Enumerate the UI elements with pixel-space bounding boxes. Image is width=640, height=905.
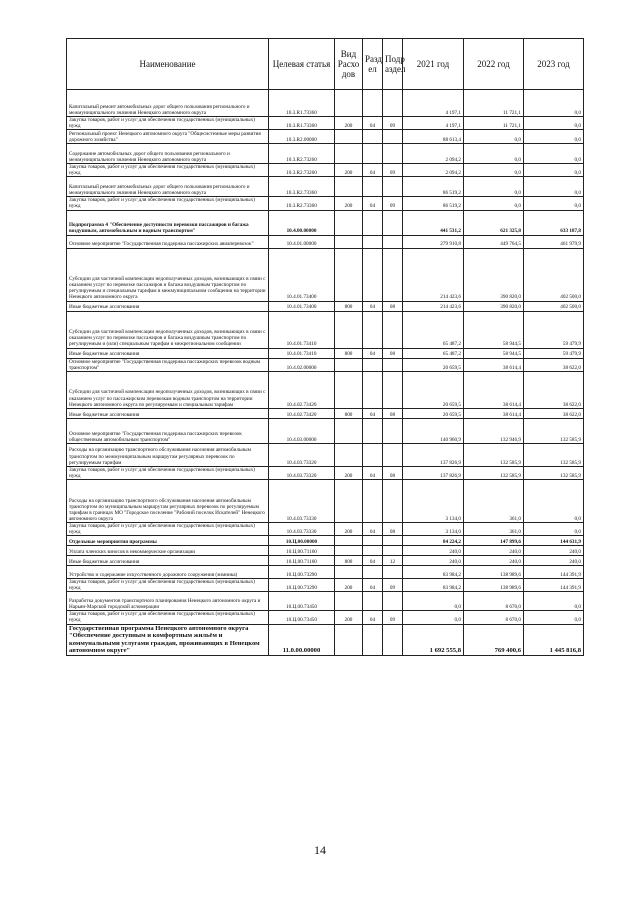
row-section	[363, 144, 383, 164]
row-expense-type	[335, 624, 363, 655]
row-amount-2021: 3 134,0	[403, 522, 464, 535]
row-section	[363, 311, 383, 348]
row-name: Иные бюджетные ассигнования	[67, 348, 269, 358]
row-amount-2023: 402 500,0	[524, 301, 584, 311]
row-amount-2022: 0,0	[464, 130, 524, 144]
row-amount-2021: 86 519,2	[403, 177, 464, 197]
row-amount-2022: 0,0	[464, 177, 524, 197]
row-subsection: 12	[383, 556, 403, 566]
table-row	[67, 466, 584, 479]
row-amount-2023: 132 585,9	[524, 418, 584, 443]
row-amount-2022: 449 764,5	[464, 235, 524, 248]
row-amount-2023: 0,0	[524, 90, 584, 117]
table-row	[67, 117, 584, 130]
row-target-article: 10.Ц.00.73290	[269, 566, 335, 579]
row-name: Иные бюджетные ассигнования	[67, 408, 269, 418]
row-target-article: 10.4.03.00000	[269, 418, 335, 443]
row-amount-2022: 240,0	[464, 556, 524, 566]
row-subsection	[383, 624, 403, 655]
row-amount-2022: 11 721,1	[464, 117, 524, 130]
row-expense-type	[335, 546, 363, 556]
row-amount-2023: 461 979,9	[524, 235, 584, 248]
row-subsection: 08	[383, 466, 403, 479]
row-target-article: 10.4.00.00000	[269, 210, 335, 235]
row-subsection: 08	[383, 408, 403, 418]
row-subsection: 09	[383, 117, 403, 130]
row-amount-2021: 65 487,2	[403, 311, 464, 348]
row-amount-2023: 0,0	[524, 522, 584, 535]
table-row	[67, 248, 584, 301]
table-row	[67, 536, 584, 546]
row-expense-type	[335, 248, 363, 301]
row-target-article: 10.Ц.00.00000	[269, 536, 335, 546]
row-expense-type	[335, 311, 363, 348]
row-amount-2023: 240,0	[524, 546, 584, 556]
row-name: Субсидии для частичной компенсации недополученных доходов, возникающих в связи с оказанием услуг по пассажирским перевозкам водным транспортом на территории Ненецкого автономного округа по регулируемым и специальным тарифам	[67, 371, 269, 408]
row-target-article: 10.4.01.73410	[269, 348, 335, 358]
row-target-article: 10.3.R2.73260	[269, 164, 335, 177]
row-subsection	[383, 479, 403, 522]
page-number: 14	[314, 843, 326, 857]
row-section	[363, 130, 383, 144]
row-amount-2021: 83 984,2	[403, 579, 464, 592]
header-name: Наименование	[67, 39, 269, 90]
row-subsection	[383, 358, 403, 371]
row-target-article: 11.0.00.00000	[269, 624, 335, 655]
row-section: 04	[363, 348, 383, 358]
row-amount-2022: 58 944,5	[464, 311, 524, 348]
row-amount-2021: 0,0	[403, 611, 464, 624]
table-row	[67, 177, 584, 197]
row-section: 04	[363, 164, 383, 177]
row-amount-2021: 4 197,1	[403, 90, 464, 117]
row-amount-2022: 138 989,6	[464, 566, 524, 579]
table-row	[67, 90, 584, 117]
row-expense-type: 200	[335, 522, 363, 535]
row-amount-2021: 2 094,2	[403, 144, 464, 164]
row-section: 04	[363, 117, 383, 130]
row-amount-2023: 38 622,0	[524, 371, 584, 408]
row-amount-2023: 0,0	[524, 130, 584, 144]
row-amount-2022: 240,0	[464, 546, 524, 556]
row-expense-type: 200	[335, 197, 363, 210]
row-subsection	[383, 144, 403, 164]
table-row	[67, 556, 584, 566]
row-amount-2022: 38 614,4	[464, 371, 524, 408]
row-target-article: 10.4.01.73410	[269, 311, 335, 348]
row-expense-type	[335, 90, 363, 117]
row-name: Основное мероприятие "Государственная поддержка пассажирских перевозок общественным автомобильным транспортом"	[67, 418, 269, 443]
row-expense-type: 200	[335, 117, 363, 130]
row-amount-2023: 144 391,9	[524, 579, 584, 592]
row-expense-type	[335, 130, 363, 144]
row-amount-2023: 59 479,9	[524, 348, 584, 358]
row-amount-2021: 86 519,2	[403, 197, 464, 210]
row-name: Отдельные мероприятия программы	[67, 536, 269, 546]
table-row	[67, 418, 584, 443]
row-section	[363, 624, 383, 655]
table-row	[67, 210, 584, 235]
row-target-article: 10.3.R2.73260	[269, 144, 335, 164]
row-section	[363, 210, 383, 235]
row-amount-2022: 361,0	[464, 522, 524, 535]
row-section	[363, 358, 383, 371]
table-row	[67, 197, 584, 210]
row-expense-type	[335, 358, 363, 371]
row-target-article: 10.4.01.73400	[269, 248, 335, 301]
row-target-article: 10.4.03.73330	[269, 479, 335, 522]
row-expense-type	[335, 443, 363, 466]
row-amount-2022: 8 670,0	[464, 592, 524, 611]
row-target-article: 10.3.R2.73360	[269, 197, 335, 210]
row-amount-2021: 20 659,5	[403, 408, 464, 418]
row-amount-2021: 137 826,9	[403, 466, 464, 479]
row-expense-type	[335, 418, 363, 443]
row-amount-2022: 38 614,4	[464, 408, 524, 418]
row-section	[363, 235, 383, 248]
row-target-article: 10.3.R1.73360	[269, 90, 335, 117]
table-row	[67, 358, 584, 371]
row-amount-2021: 4 197,1	[403, 117, 464, 130]
row-target-article: 10.3.R2.00000	[269, 130, 335, 144]
row-target-article: 10.Ц.00.73450	[269, 611, 335, 624]
row-amount-2023: 144 631,9	[524, 536, 584, 546]
table-row	[67, 371, 584, 408]
row-section	[363, 479, 383, 522]
row-expense-type: 800	[335, 408, 363, 418]
row-name: Закупка товаров, работ и услуг для обеспечения государственных (муниципальных) нужд	[67, 466, 269, 479]
row-name: Иные бюджетные ассигнования	[67, 301, 269, 311]
row-target-article: 10.Ц.00.73450	[269, 592, 335, 611]
row-amount-2021: 441 531,2	[403, 210, 464, 235]
row-name: Разработка документов транспортного планирования Ненецкого автономного округа и Нарьян-Марской городской агломерации	[67, 592, 269, 611]
row-name: Подпрограмма 4 "Обеспечение доступности перевозки пассажиров и багажа воздушным, автомобильным и водным транспортом"	[67, 210, 269, 235]
row-subsection	[383, 592, 403, 611]
row-target-article: 10.4.01.73400	[269, 301, 335, 311]
table-row	[67, 408, 584, 418]
row-amount-2021: 140 960,9	[403, 418, 464, 443]
row-subsection	[383, 536, 403, 546]
row-section: 04	[363, 579, 383, 592]
row-expense-type: 200	[335, 611, 363, 624]
row-section: 04	[363, 611, 383, 624]
row-amount-2022: 621 325,8	[464, 210, 524, 235]
row-amount-2022: 0,0	[464, 164, 524, 177]
row-subsection	[383, 90, 403, 117]
row-amount-2022: 38 614,4	[464, 358, 524, 371]
row-amount-2022: 0,0	[464, 144, 524, 164]
table-row	[67, 311, 584, 348]
row-subsection: 09	[383, 611, 403, 624]
row-amount-2021: 137 826,9	[403, 443, 464, 466]
row-section: 04	[363, 408, 383, 418]
row-expense-type	[335, 371, 363, 408]
row-amount-2022: 138 989,6	[464, 579, 524, 592]
table-row	[67, 566, 584, 579]
row-target-article: 10.4.03.73330	[269, 522, 335, 535]
row-name: Устройство и содержание искусственного дорожного сооружения (зимника)	[67, 566, 269, 579]
row-amount-2022: 11 721,1	[464, 90, 524, 117]
row-target-article: 10.3.R1.73360	[269, 117, 335, 130]
row-amount-2022: 0,0	[464, 197, 524, 210]
row-section	[363, 546, 383, 556]
row-name: Закупка товаров, работ и услуг для обеспечения государственных (муниципальных) нужд	[67, 164, 269, 177]
row-amount-2021: 84 224,2	[403, 536, 464, 546]
row-amount-2022: 361,0	[464, 479, 524, 522]
row-amount-2022: 58 944,5	[464, 348, 524, 358]
table-row	[67, 624, 584, 655]
row-amount-2021: 214 423,6	[403, 301, 464, 311]
row-amount-2023: 38 622,0	[524, 408, 584, 418]
row-expense-type: 200	[335, 466, 363, 479]
row-amount-2023: 0,0	[524, 164, 584, 177]
row-amount-2023: 402 500,0	[524, 248, 584, 301]
row-expense-type	[335, 566, 363, 579]
header-year-2022: 2022 год	[464, 39, 524, 90]
row-target-article: 10.4.02.00000	[269, 358, 335, 371]
row-target-article: 10.4.02.73420	[269, 371, 335, 408]
header-subsection: Подр аздел	[383, 39, 403, 90]
row-section	[363, 443, 383, 466]
table-row	[67, 579, 584, 592]
row-subsection: 09	[383, 197, 403, 210]
row-section	[363, 418, 383, 443]
row-amount-2023: 144 391,9	[524, 566, 584, 579]
row-name: Капитальный ремонт автомобильных дорог общего пользования регионального и межмуниципального значения Ненецкого автономного округа	[67, 177, 269, 197]
row-amount-2022: 769 400,6	[464, 624, 524, 655]
row-section: 04	[363, 556, 383, 566]
row-section: 04	[363, 466, 383, 479]
row-subsection	[383, 371, 403, 408]
row-target-article: 10.4.03.73320	[269, 466, 335, 479]
row-name: Закупка товаров, работ и услуг для обеспечения государственных (муниципальных) нужд	[67, 117, 269, 130]
row-expense-type	[335, 177, 363, 197]
row-expense-type	[335, 592, 363, 611]
row-amount-2023: 132 585,9	[524, 466, 584, 479]
row-amount-2022: 390 820,0	[464, 248, 524, 301]
table-row	[67, 348, 584, 358]
row-amount-2021: 2 094,2	[403, 164, 464, 177]
row-subsection	[383, 443, 403, 466]
row-amount-2023: 0,0	[524, 197, 584, 210]
header-target-article: Целевая статья	[269, 39, 335, 90]
row-subsection	[383, 235, 403, 248]
row-expense-type	[335, 235, 363, 248]
row-subsection: 09	[383, 164, 403, 177]
row-amount-2022: 132 946,9	[464, 418, 524, 443]
table-row	[67, 164, 584, 177]
row-target-article: 10.3.R2.73360	[269, 177, 335, 197]
table-row	[67, 592, 584, 611]
row-amount-2023: 0,0	[524, 592, 584, 611]
row-name: Субсидии для частичной компенсации недополученных доходов, возникающих в связи с оказанием услуг по перевозке пассажиров и багажа воздушным транспортом по регулируемым и (или) специальным тарифам в межрегиональном сообщении	[67, 311, 269, 348]
row-expense-type	[335, 144, 363, 164]
row-section: 04	[363, 301, 383, 311]
header-year-2023: 2023 год	[524, 39, 584, 90]
row-section	[363, 592, 383, 611]
row-amount-2021: 240,0	[403, 546, 464, 556]
row-section	[363, 566, 383, 579]
row-target-article: 10.Ц.00.73290	[269, 579, 335, 592]
row-amount-2023: 59 479,9	[524, 311, 584, 348]
row-amount-2023: 0,0	[524, 144, 584, 164]
row-amount-2022: 132 585,9	[464, 466, 524, 479]
row-name: Закупка товаров, работ и услуг для обеспечения государственных (муниципальных) нужд	[67, 611, 269, 624]
row-amount-2021: 1 692 555,8	[403, 624, 464, 655]
table-row	[67, 479, 584, 522]
row-section: 04	[363, 197, 383, 210]
row-expense-type: 800	[335, 348, 363, 358]
row-amount-2021: 0,0	[403, 592, 464, 611]
row-target-article: 10.Ц.00.71160	[269, 546, 335, 556]
table-row	[67, 144, 584, 164]
table-row	[67, 443, 584, 466]
table-row	[67, 522, 584, 535]
row-subsection: 08	[383, 348, 403, 358]
row-name: Расходы на организацию транспортного обслуживания населения автомобильным транспортом по межмуниципальным маршрутам регулярных перевозок по регулируемым тарифам	[67, 443, 269, 466]
row-amount-2021: 20 659,5	[403, 371, 464, 408]
row-expense-type	[335, 536, 363, 546]
table-header-row	[67, 39, 584, 90]
row-subsection	[383, 566, 403, 579]
row-subsection	[383, 418, 403, 443]
row-section	[363, 177, 383, 197]
row-name: Основное мероприятие "Государственная поддержка пассажирских перевозок водным транспортом"	[67, 358, 269, 371]
row-amount-2023: 633 187,8	[524, 210, 584, 235]
table-row	[67, 235, 584, 248]
row-amount-2021: 65 487,2	[403, 348, 464, 358]
row-amount-2023: 132 585,9	[524, 443, 584, 466]
row-amount-2021: 20 659,5	[403, 358, 464, 371]
row-name: Капитальный ремонт автомобильных дорог общего пользования регионального и межмуниципального значения Ненецкого автономного округа	[67, 90, 269, 117]
row-expense-type: 200	[335, 164, 363, 177]
row-section	[363, 248, 383, 301]
table-row	[67, 130, 584, 144]
row-subsection	[383, 311, 403, 348]
row-amount-2023: 240,0	[524, 556, 584, 566]
row-amount-2022: 147 899,6	[464, 536, 524, 546]
row-subsection: 08	[383, 301, 403, 311]
row-amount-2021: 83 984,2	[403, 566, 464, 579]
table-row	[67, 611, 584, 624]
row-name: Региональный проект Ненецкого автономного округа "Общесистемные меры развития дорожного хозяйства"	[67, 130, 269, 144]
header-year-2021: 2021 год	[403, 39, 464, 90]
row-expense-type: 800	[335, 556, 363, 566]
row-amount-2023: 0,0	[524, 117, 584, 130]
row-target-article: 10.4.02.73420	[269, 408, 335, 418]
table-row	[67, 546, 584, 556]
row-amount-2023: 0,0	[524, 177, 584, 197]
row-expense-type: 800	[335, 301, 363, 311]
row-name: Субсидии для частичной компенсации недополученных доходов, возникающих в связи с оказанием услуг по перевозке пассажиров и багажа воздушным транспортом по регулируемым и специальным тарифам в межмуниципальном сообщении на территории Ненецкого автономного округа	[67, 248, 269, 301]
row-expense-type: 200	[335, 579, 363, 592]
row-name: Закупка товаров, работ и услуг для обеспечения государственных (муниципальных) нужд	[67, 522, 269, 535]
row-amount-2023: 1 445 816,8	[524, 624, 584, 655]
row-name: Иные бюджетные ассигнования	[67, 556, 269, 566]
row-subsection	[383, 177, 403, 197]
row-subsection	[383, 546, 403, 556]
row-amount-2022: 132 585,9	[464, 443, 524, 466]
row-name: Основное мероприятие "Государственная поддержка пассажирских авиаперевозок"	[67, 235, 269, 248]
row-target-article: 10.Ц.00.71160	[269, 556, 335, 566]
row-amount-2021: 88 613,4	[403, 130, 464, 144]
table-row	[67, 301, 584, 311]
row-name: Содержание автомобильных дорог общего пользования регионального и межмуниципального значения Ненецкого автономного округа	[67, 144, 269, 164]
budget-table	[66, 38, 584, 656]
row-expense-type	[335, 210, 363, 235]
row-name: Закупка товаров, работ и услуг для обеспечения государственных (муниципальных) нужд	[67, 197, 269, 210]
row-name: Закупка товаров, работ и услуг для обеспечения государственных (муниципальных) нужд	[67, 579, 269, 592]
row-name: Уплата членских взносов в некоммерческие организации	[67, 546, 269, 556]
row-amount-2021: 240,0	[403, 556, 464, 566]
row-amount-2023: 38 622,0	[524, 358, 584, 371]
row-amount-2021: 3 134,0	[403, 479, 464, 522]
header-section: Разд ел	[363, 39, 383, 90]
row-amount-2022: 390 820,0	[464, 301, 524, 311]
row-target-article: 10.4.01.00000	[269, 235, 335, 248]
row-section	[363, 536, 383, 546]
row-expense-type	[335, 479, 363, 522]
row-amount-2023: 0,0	[524, 611, 584, 624]
row-subsection	[383, 248, 403, 301]
row-subsection: 08	[383, 522, 403, 535]
row-amount-2021: 214 423,6	[403, 248, 464, 301]
row-subsection	[383, 130, 403, 144]
row-section: 04	[363, 522, 383, 535]
row-section	[363, 371, 383, 408]
row-name: Государственная программа Ненецкого автономного округа "Обеспечение доступным и комфортным жильём и коммунальными услугами граждан, проживающих в Ненецком автономном округе"	[67, 624, 269, 655]
row-target-article: 10.4.03.73320	[269, 443, 335, 466]
row-amount-2022: 8 670,0	[464, 611, 524, 624]
row-subsection: 09	[383, 579, 403, 592]
row-amount-2021: 279 910,8	[403, 235, 464, 248]
row-amount-2023: 0,0	[524, 479, 584, 522]
header-expense-type: Вид Расхо дов	[335, 39, 363, 90]
row-name: Расходы на организацию транспортного обслуживания населения автомобильным транспортом по муниципальным маршрутам регулярных перевозок по регулируемым тарифам в границах МО "Городское поселение "Рабочий поселок Искателей" Ненецкого автономного округа	[67, 479, 269, 522]
row-subsection	[383, 210, 403, 235]
row-section	[363, 90, 383, 117]
